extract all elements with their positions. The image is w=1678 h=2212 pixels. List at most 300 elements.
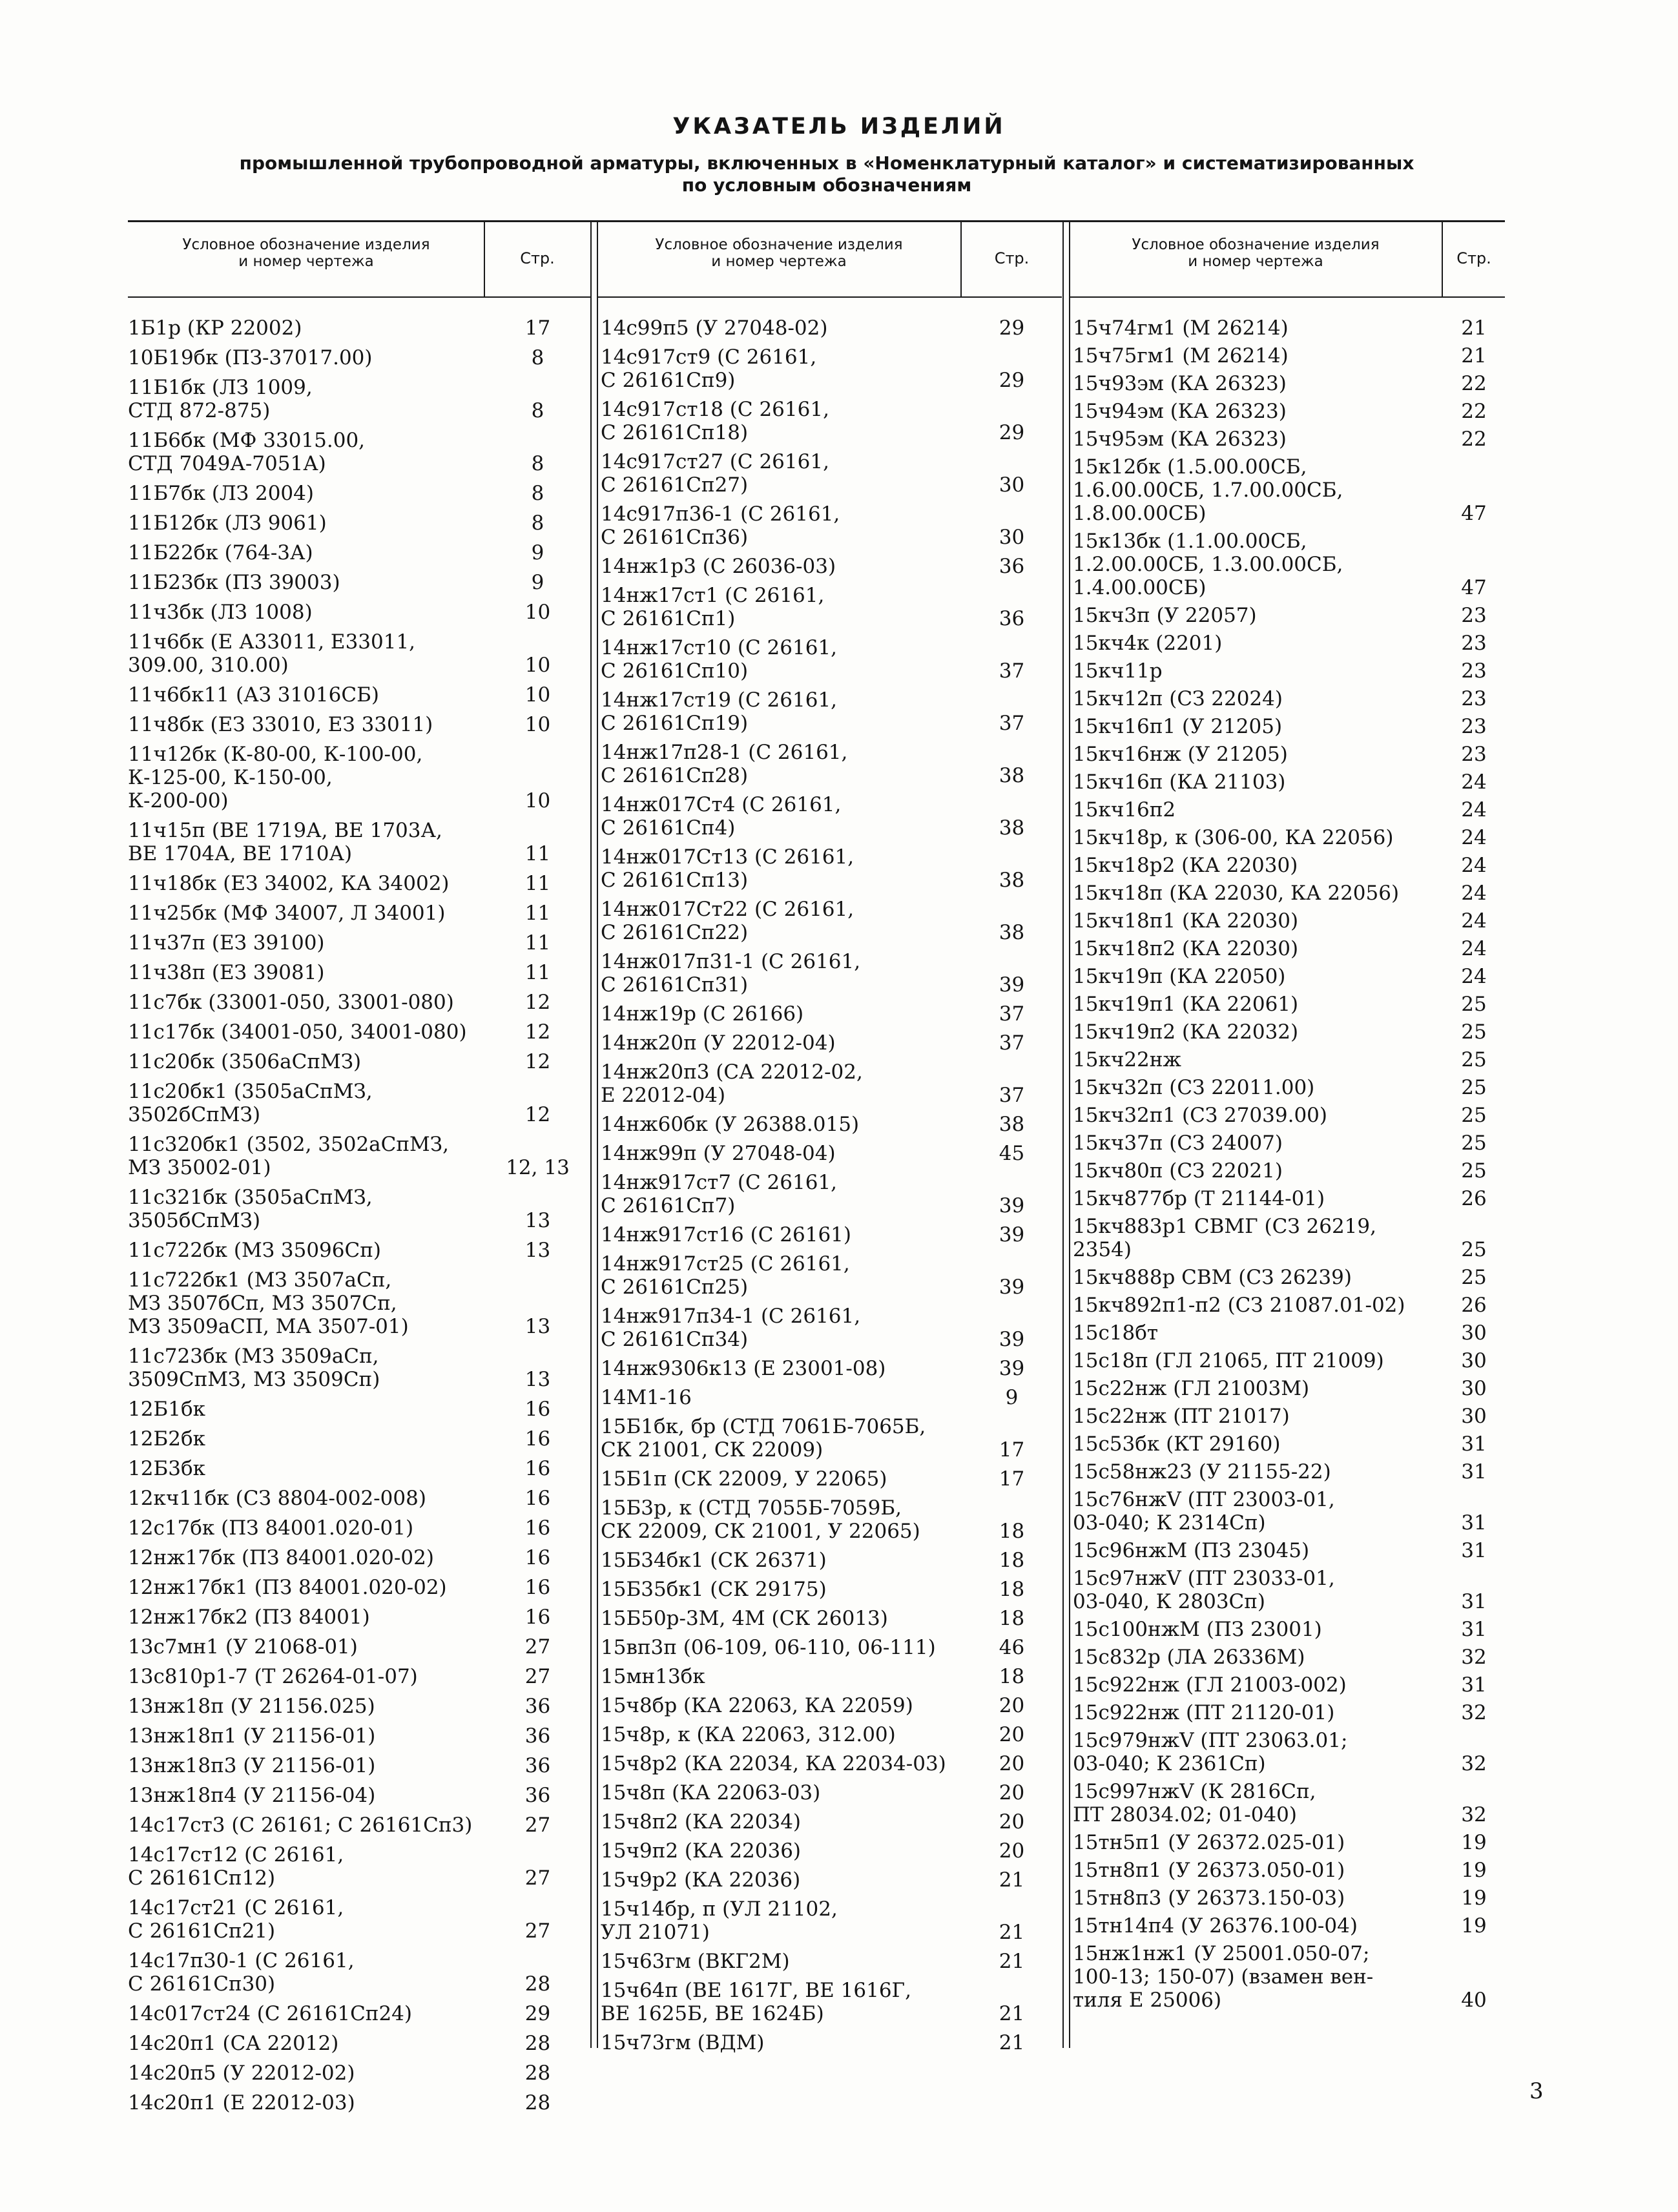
entry-text: 15ч14бр, п (УЛ 21102, УЛ 21071) bbox=[601, 1897, 838, 1944]
entry-page: 25 bbox=[1461, 1020, 1487, 1044]
entry-text: 14нж017п31-1 (С 26161, С 26161Сп31) bbox=[601, 950, 861, 997]
index-row bbox=[128, 1050, 590, 1073]
table-top-rule bbox=[128, 220, 1505, 222]
entry-text: 15кч16п1 (У 21205) bbox=[1073, 715, 1283, 738]
entry-page: 45 bbox=[999, 1142, 1025, 1165]
entry-text: 11Б23бк (ПЗ 39003) bbox=[128, 571, 340, 594]
entry-page: 24 bbox=[1461, 826, 1487, 849]
entry-text: 15кч18р, к (306-00, КА 22056) bbox=[1073, 826, 1394, 849]
entry-page: 16 bbox=[524, 1427, 551, 1451]
entry-page: 18 bbox=[999, 1665, 1025, 1688]
index-row bbox=[128, 2032, 590, 2055]
entry-text: 11с20бк1 (3505аСпМЗ, 3502бСпМЗ) bbox=[128, 1080, 373, 1126]
entry-page: 30 bbox=[1461, 1377, 1487, 1400]
entry-text: 15с18п (ГЛ 21065, ПТ 21009) bbox=[1073, 1349, 1384, 1372]
entry-page: 28 bbox=[524, 1972, 551, 1996]
index-row bbox=[1073, 687, 1505, 710]
entry-text: 14нж917ст7 (С 26161, С 26161Сп7) bbox=[601, 1171, 838, 1217]
column-divider-1b bbox=[597, 222, 598, 2048]
entry-page: 20 bbox=[999, 1781, 1025, 1804]
entry-page: 38 bbox=[999, 764, 1025, 787]
index-row bbox=[601, 1113, 1062, 1136]
index-row bbox=[601, 502, 1062, 549]
entry-text: 15с22нж (ПТ 21017) bbox=[1073, 1405, 1290, 1428]
entry-page: 11 bbox=[524, 902, 551, 925]
entry-page: 20 bbox=[999, 1839, 1025, 1863]
index-row bbox=[128, 1487, 590, 1510]
subtitle-line-1: промышленной трубопроводной арматуры, включенных в «Номенклатурный каталог» и систематизированных bbox=[239, 152, 1414, 174]
entry-page: 29 bbox=[999, 316, 1025, 340]
entry-page: 12 bbox=[524, 1050, 551, 1073]
index-row bbox=[1073, 1488, 1505, 1535]
entry-page: 24 bbox=[1461, 937, 1487, 960]
entry-text: 15кч37п (СЗ 24007) bbox=[1073, 1132, 1283, 1155]
index-row bbox=[601, 1810, 1062, 1834]
index-row bbox=[1073, 1539, 1505, 1562]
entry-text: 15с997нжV (К 2816Сп, ПТ 28034.02; 01-040) bbox=[1073, 1780, 1316, 1826]
index-row bbox=[128, 2002, 590, 2025]
index-row bbox=[128, 872, 590, 895]
entry-page: 18 bbox=[999, 1520, 1025, 1543]
entry-text: 15ч75гм1 (М 26214) bbox=[1073, 344, 1289, 367]
entry-text: 15ч8п (КА 22063-03) bbox=[601, 1781, 821, 1804]
entry-page: 22 bbox=[1461, 372, 1487, 395]
column-divider-1a bbox=[590, 222, 592, 2048]
entry-page: 37 bbox=[999, 1084, 1025, 1107]
entry-text: 12нж17бк2 (ПЗ 84001) bbox=[128, 1606, 370, 1629]
entry-page: 26 bbox=[1461, 1294, 1487, 1317]
entry-page: 31 bbox=[1461, 1511, 1487, 1535]
column-header-1: Условное обозначение изделия и номер чертежа bbox=[182, 236, 430, 270]
index-row bbox=[601, 2031, 1062, 2054]
entry-page: 11 bbox=[524, 931, 551, 955]
entry-page: 20 bbox=[999, 1752, 1025, 1775]
index-row bbox=[128, 376, 590, 422]
entry-text: 13с810р1-7 (Т 26264-01-07) bbox=[128, 1665, 418, 1688]
entry-text: 15кч32п (СЗ 22011.00) bbox=[1073, 1076, 1315, 1099]
index-row bbox=[601, 1549, 1062, 1572]
index-row bbox=[128, 512, 590, 535]
entry-text: 11Б1бк (ЛЗ 1009, СТД 872-875) bbox=[128, 376, 313, 422]
entry-page: 19 bbox=[1461, 1886, 1487, 1910]
entry-text: 14с20п1 (Е 22012-03) bbox=[128, 2091, 355, 2114]
entry-page: 28 bbox=[524, 2032, 551, 2055]
index-row bbox=[128, 1606, 590, 1629]
index-row bbox=[128, 571, 590, 594]
entry-text: 14с17ст21 (С 26161, С 26161Сп21) bbox=[128, 1896, 344, 1943]
entry-page: 10 bbox=[524, 713, 551, 736]
index-row bbox=[128, 346, 590, 369]
index-row bbox=[1073, 1405, 1505, 1428]
column-divider-2a bbox=[1062, 222, 1064, 2048]
entry-text: 14нж17ст19 (С 26161, С 26161Сп19) bbox=[601, 688, 838, 735]
entry-page: 37 bbox=[999, 1002, 1025, 1026]
entry-text: 15Б1п (СК 22009, У 22065) bbox=[601, 1467, 887, 1491]
index-row bbox=[601, 1415, 1062, 1462]
entry-page: 18 bbox=[999, 1578, 1025, 1601]
index-row bbox=[128, 1457, 590, 1480]
entry-text: 11с20бк (3506аСпМЗ) bbox=[128, 1050, 362, 1073]
entry-text: 15кч32п1 (СЗ 27039.00) bbox=[1073, 1104, 1327, 1127]
entry-text: 14нж917п34-1 (С 26161, С 26161Сп34) bbox=[601, 1305, 861, 1351]
entry-page: 8 bbox=[531, 512, 544, 535]
entry-page: 37 bbox=[999, 712, 1025, 735]
index-row bbox=[1073, 1618, 1505, 1641]
index-row bbox=[1073, 743, 1505, 766]
index-row bbox=[1073, 1076, 1505, 1099]
index-row bbox=[1073, 1460, 1505, 1483]
entry-text: 10Б19бк (ПЗ-37017.00) bbox=[128, 346, 373, 369]
entry-text: 15с832р (ЛА 26336М) bbox=[1073, 1646, 1305, 1669]
index-row bbox=[1073, 1321, 1505, 1345]
entry-text: 14нж60бк (У 26388.015) bbox=[601, 1113, 860, 1136]
header-rule-2 bbox=[598, 296, 1062, 298]
index-row bbox=[601, 555, 1062, 578]
index-row bbox=[1073, 882, 1505, 905]
entry-text: 15кч80п (СЗ 22021) bbox=[1073, 1159, 1283, 1183]
entry-text: 15кч19п1 (КА 22061) bbox=[1073, 993, 1299, 1016]
entry-text: 11ч6бк (Е А33011, Е33011, 309.00, 310.00) bbox=[128, 630, 416, 677]
entry-text: 15к13бк (1.1.00.00СБ, 1.2.00.00СБ, 1.3.00.00СБ, 1.4.00.00СБ) bbox=[1073, 530, 1343, 599]
entry-text: 14с917п36-1 (С 26161, С 26161Сп36) bbox=[601, 502, 840, 549]
entry-page: 39 bbox=[999, 1357, 1025, 1380]
entry-text: 15с922нж (ПТ 21120-01) bbox=[1073, 1701, 1335, 1724]
entry-page: 10 bbox=[524, 789, 551, 812]
entry-text: 15с22нж (ГЛ 21003М) bbox=[1073, 1377, 1310, 1400]
index-row bbox=[601, 1305, 1062, 1351]
entry-page: 23 bbox=[1461, 604, 1487, 627]
entry-text: 15тн5п1 (У 26372.025-01) bbox=[1073, 1831, 1345, 1854]
page-header-1: Стр. bbox=[520, 249, 555, 267]
entry-page: 16 bbox=[524, 1606, 551, 1629]
entry-text: 13нж18п4 (У 21156-04) bbox=[128, 1784, 376, 1807]
index-row bbox=[128, 601, 590, 624]
entry-page: 28 bbox=[524, 2062, 551, 2085]
entry-page: 36 bbox=[524, 1724, 551, 1748]
entry-page: 31 bbox=[1461, 1673, 1487, 1697]
entry-page: 24 bbox=[1461, 909, 1487, 933]
entry-page: 31 bbox=[1461, 1460, 1487, 1483]
entry-text: 14нж017Ст13 (С 26161, С 26161Сп13) bbox=[601, 845, 855, 892]
index-row bbox=[1073, 1646, 1505, 1669]
index-row bbox=[128, 1949, 590, 1996]
entry-page: 8 bbox=[531, 346, 544, 369]
entry-page: 9 bbox=[1005, 1386, 1019, 1409]
entry-page: 40 bbox=[1461, 1989, 1487, 2012]
index-row bbox=[1073, 604, 1505, 627]
entry-text: 15кч16нж (У 21205) bbox=[1073, 743, 1288, 766]
entry-page: 21 bbox=[999, 1868, 1025, 1892]
index-row bbox=[1073, 1187, 1505, 1210]
index-row bbox=[1073, 715, 1505, 738]
entry-text: 15кч12п (СЗ 22024) bbox=[1073, 687, 1283, 710]
index-row bbox=[128, 1695, 590, 1718]
entry-text: 15кч11р bbox=[1073, 659, 1163, 683]
index-row bbox=[1073, 798, 1505, 822]
entry-text: 15ч8бр (КА 22063, КА 22059) bbox=[601, 1694, 913, 1717]
index-row bbox=[601, 1723, 1062, 1746]
index-row bbox=[601, 688, 1062, 735]
entry-text: 15тн14п4 (У 26376.100-04) bbox=[1073, 1914, 1358, 1938]
index-column-2 bbox=[601, 316, 1062, 2060]
index-row bbox=[1073, 1831, 1505, 1854]
entry-text: 12с17бк (ПЗ 84001.020-01) bbox=[128, 1516, 414, 1540]
index-row bbox=[128, 429, 590, 475]
index-row bbox=[1073, 1020, 1505, 1044]
entry-text: 14нж017Ст4 (С 26161, С 26161Сп4) bbox=[601, 793, 842, 840]
index-row bbox=[1073, 428, 1505, 451]
entry-text: 14с917ст18 (С 26161, С 26161Сп18) bbox=[601, 398, 829, 444]
entry-page: 31 bbox=[1461, 1539, 1487, 1562]
index-row bbox=[601, 636, 1062, 683]
entry-page: 27 bbox=[524, 1665, 551, 1688]
index-row bbox=[601, 1171, 1062, 1217]
entry-page: 39 bbox=[999, 1276, 1025, 1299]
entry-page: 25 bbox=[1461, 1238, 1487, 1261]
entry-page: 39 bbox=[999, 973, 1025, 997]
index-row bbox=[128, 961, 590, 984]
entry-text: 11с321бк (3505аСпМЗ, 3505бСпМЗ) bbox=[128, 1186, 373, 1232]
entry-page: 23 bbox=[1461, 632, 1487, 655]
index-row bbox=[128, 1186, 590, 1232]
entry-text: 15ч9р2 (КА 22036) bbox=[601, 1868, 801, 1892]
entry-text: 14с17п30-1 (С 26161, С 26161Сп30) bbox=[128, 1949, 355, 1996]
entry-text: 15нж1нж1 (У 25001.050-07; 100-13; 150-07) (взамен вен- тиля Е 25006) bbox=[1073, 1942, 1374, 2012]
entry-page: 8 bbox=[531, 399, 544, 422]
entry-text: 11с723бк (МЗ 3509аСп, 3509СпМЗ, МЗ 3509Сп) bbox=[128, 1345, 380, 1391]
entry-text: 11ч25бк (МФ 34007, Л 34001) bbox=[128, 902, 446, 925]
entry-page: 21 bbox=[1461, 316, 1487, 340]
entry-text: 11Б22бк (764-3А) bbox=[128, 541, 313, 564]
index-row bbox=[1073, 1377, 1505, 1400]
entry-text: 13нж18п3 (У 21156-01) bbox=[128, 1754, 376, 1777]
entry-page: 19 bbox=[1461, 1914, 1487, 1938]
index-row bbox=[1073, 1432, 1505, 1456]
index-row bbox=[128, 1239, 590, 1262]
entry-page: 13 bbox=[524, 1239, 551, 1262]
index-row bbox=[601, 793, 1062, 840]
entry-page: 21 bbox=[999, 1950, 1025, 1973]
index-row bbox=[128, 2091, 590, 2114]
subtitle-line-2: по условным обозначениям bbox=[681, 174, 972, 196]
index-row bbox=[601, 1752, 1062, 1775]
entry-text: 15кч4к (2201) bbox=[1073, 632, 1223, 655]
index-row bbox=[601, 845, 1062, 892]
index-row bbox=[601, 1223, 1062, 1246]
entry-page: 11 bbox=[524, 872, 551, 895]
index-row bbox=[128, 630, 590, 677]
entry-text: 11ч12бк (К-80-00, К-100-00, К-125-00, К-150-00, К-200-00) bbox=[128, 743, 423, 812]
entry-text: 15ч74гм1 (М 26214) bbox=[1073, 316, 1289, 340]
entry-page: 29 bbox=[999, 369, 1025, 392]
entry-page: 25 bbox=[1461, 993, 1487, 1016]
entry-page: 16 bbox=[524, 1516, 551, 1540]
index-column-3 bbox=[1073, 316, 1505, 2016]
index-row bbox=[128, 1516, 590, 1540]
entry-text: 14с917ст27 (С 26161, С 26161Сп27) bbox=[601, 450, 829, 497]
entry-text: 11Б6бк (МФ 33015.00, СТД 7049А-7051А) bbox=[128, 429, 366, 475]
entry-page: 21 bbox=[999, 2031, 1025, 2054]
entry-page: 21 bbox=[999, 2002, 1025, 2025]
entry-text: 15ч63гм (ВКГ2М) bbox=[601, 1950, 790, 1973]
entry-text: 15кч888р СВМ (СЗ 26239) bbox=[1073, 1266, 1352, 1289]
entry-page: 25 bbox=[1461, 1266, 1487, 1289]
entry-page: 46 bbox=[999, 1636, 1025, 1659]
entry-text: 14нж1р3 (С 26036-03) bbox=[601, 555, 836, 578]
index-subtitle bbox=[181, 152, 1473, 196]
entry-page: 38 bbox=[999, 1113, 1025, 1136]
index-row bbox=[128, 1427, 590, 1451]
index-row bbox=[601, 1060, 1062, 1107]
entry-text: 11ч38п (ЕЗ 39081) bbox=[128, 961, 325, 984]
entry-text: 14с017ст24 (С 26161Сп24) bbox=[128, 2002, 412, 2025]
column-header-2: Условное обозначение изделия и номер чертежа bbox=[655, 236, 903, 270]
entry-page: 18 bbox=[999, 1607, 1025, 1630]
index-row bbox=[1073, 1886, 1505, 1910]
entry-text: 15ч9п2 (КА 22036) bbox=[601, 1839, 802, 1863]
entry-text: 14нж20п3 (СА 22012-02, Е 22012-04) bbox=[601, 1060, 863, 1107]
entry-text: 12Б3бк bbox=[128, 1457, 205, 1480]
entry-page: 25 bbox=[1461, 1159, 1487, 1183]
entry-text: 11Б7бк (ЛЗ 2004) bbox=[128, 482, 314, 505]
page-header-3: Стр. bbox=[1456, 249, 1491, 267]
entry-page: 17 bbox=[524, 316, 551, 340]
index-title: УКАЗАТЕЛЬ ИЗДЕЛИЙ bbox=[672, 114, 1006, 140]
entry-text: 11ч18бк (ЕЗ 34002, КА 34002) bbox=[128, 872, 450, 895]
entry-page: 27 bbox=[524, 1919, 551, 1943]
entry-page: 37 bbox=[999, 659, 1025, 683]
entry-text: 12Б2бк bbox=[128, 1427, 205, 1451]
entry-page: 12 bbox=[524, 1103, 551, 1126]
entry-page: 32 bbox=[1461, 1752, 1487, 1775]
entry-page: 10 bbox=[524, 654, 551, 677]
entry-page: 30 bbox=[1461, 1349, 1487, 1372]
entry-page: 21 bbox=[1461, 344, 1487, 367]
entry-page: 23 bbox=[1461, 743, 1487, 766]
entry-page: 11 bbox=[524, 961, 551, 984]
index-row bbox=[128, 1576, 590, 1599]
entry-text: 15с100нжМ (ПЗ 23001) bbox=[1073, 1618, 1322, 1641]
index-row bbox=[1073, 632, 1505, 655]
entry-page: 31 bbox=[1461, 1590, 1487, 1613]
entry-text: 14нж9306к13 (Е 23001-08) bbox=[601, 1357, 886, 1380]
entry-page: 36 bbox=[524, 1695, 551, 1718]
index-row bbox=[601, 398, 1062, 444]
entry-text: 15кч18п (КА 22030, КА 22056) bbox=[1073, 882, 1400, 905]
entry-text: 12нж17бк1 (ПЗ 84001.020-02) bbox=[128, 1576, 447, 1599]
index-row bbox=[1073, 1349, 1505, 1372]
entry-text: 15ч8п2 (КА 22034) bbox=[601, 1810, 802, 1834]
index-row bbox=[601, 1357, 1062, 1380]
entry-text: 15с979нжV (ПТ 23063.01; 03-040; К 2361Сп) bbox=[1073, 1729, 1348, 1775]
entry-page: 16 bbox=[524, 1487, 551, 1510]
entry-page: 17 bbox=[999, 1467, 1025, 1491]
entry-page: 19 bbox=[1461, 1831, 1487, 1854]
entry-text: 12кч11бк (СЗ 8804-002-008) bbox=[128, 1487, 426, 1510]
entry-page: 38 bbox=[999, 816, 1025, 840]
index-row bbox=[128, 1896, 590, 1943]
entry-page: 23 bbox=[1461, 659, 1487, 683]
entry-page: 39 bbox=[999, 1223, 1025, 1246]
entry-text: 15тн8п3 (У 26373.150-03) bbox=[1073, 1886, 1345, 1910]
entry-text: 14нж20п (У 22012-04) bbox=[601, 1031, 836, 1055]
index-row bbox=[1073, 1914, 1505, 1938]
entry-page: 26 bbox=[1461, 1187, 1487, 1210]
entry-text: 15кч16п (КА 21103) bbox=[1073, 770, 1286, 794]
index-row bbox=[1073, 316, 1505, 340]
entry-page: 29 bbox=[999, 421, 1025, 444]
index-row bbox=[1073, 1294, 1505, 1317]
entry-page: 9 bbox=[531, 541, 544, 564]
index-row bbox=[128, 2062, 590, 2085]
index-row bbox=[601, 450, 1062, 497]
page-header-2: Стр. bbox=[994, 249, 1030, 267]
index-row bbox=[128, 683, 590, 707]
entry-text: 12Б1бк bbox=[128, 1398, 205, 1421]
entry-page: 32 bbox=[1461, 1803, 1487, 1826]
entry-page: 23 bbox=[1461, 687, 1487, 710]
entry-page: 27 bbox=[524, 1814, 551, 1837]
entry-page: 30 bbox=[1461, 1321, 1487, 1345]
index-row bbox=[128, 1665, 590, 1688]
entry-page: 36 bbox=[524, 1754, 551, 1777]
entry-text: 15ч8р, к (КА 22063, 312.00) bbox=[601, 1723, 896, 1746]
entry-page: 11 bbox=[524, 842, 551, 865]
index-row bbox=[601, 1607, 1062, 1630]
entry-text: 11с722бк1 (МЗ 3507аСп, МЗ 3507бСп, МЗ 3507Сп, МЗ 3509аСП, МА 3507-01) bbox=[128, 1268, 409, 1338]
index-row bbox=[128, 1754, 590, 1777]
index-row bbox=[1073, 1266, 1505, 1289]
entry-text: 13с7мн1 (У 21068-01) bbox=[128, 1635, 358, 1659]
index-row bbox=[601, 1636, 1062, 1659]
entry-page: 38 bbox=[999, 869, 1025, 892]
entry-page: 24 bbox=[1461, 798, 1487, 822]
index-row bbox=[128, 902, 590, 925]
index-row bbox=[128, 1080, 590, 1126]
index-column-1 bbox=[128, 316, 590, 2121]
entry-text: 15к12бк (1.5.00.00СБ, 1.6.00.00СБ, 1.7.00.00СБ, 1.8.00.00СБ) bbox=[1073, 455, 1343, 525]
entry-page: 30 bbox=[1461, 1405, 1487, 1428]
index-row bbox=[1073, 1132, 1505, 1155]
entry-page: 23 bbox=[1461, 715, 1487, 738]
index-row bbox=[128, 1635, 590, 1659]
entry-text: 15Б3р, к (СТД 7055Б-7059Б, СК 22009, СК 21001, У 22065) bbox=[601, 1496, 920, 1543]
index-row bbox=[128, 1843, 590, 1890]
index-row bbox=[601, 316, 1062, 340]
entry-text: 13нж18п1 (У 21156-01) bbox=[128, 1724, 376, 1748]
entry-page: 10 bbox=[524, 601, 551, 624]
index-row bbox=[601, 1694, 1062, 1717]
index-row bbox=[601, 1386, 1062, 1409]
index-row bbox=[128, 1724, 590, 1748]
entry-page: 20 bbox=[999, 1694, 1025, 1717]
entry-page: 8 bbox=[531, 482, 544, 505]
entry-page: 20 bbox=[999, 1723, 1025, 1746]
entry-page: 16 bbox=[524, 1546, 551, 1569]
entry-page: 16 bbox=[524, 1457, 551, 1480]
index-row bbox=[1073, 1104, 1505, 1127]
entry-text: 15Б35бк1 (СК 29175) bbox=[601, 1578, 827, 1601]
entry-page: 36 bbox=[999, 555, 1025, 578]
entry-page: 27 bbox=[524, 1635, 551, 1659]
index-row bbox=[1073, 372, 1505, 395]
entry-page: 13 bbox=[524, 1368, 551, 1391]
entry-text: 14нж17ст10 (С 26161, С 26161Сп10) bbox=[601, 636, 838, 683]
index-row bbox=[128, 1020, 590, 1044]
entry-text: 14с99п5 (У 27048-02) bbox=[601, 316, 828, 340]
index-row bbox=[601, 1950, 1062, 1973]
entry-text: 14нж99п (У 27048-04) bbox=[601, 1142, 836, 1165]
